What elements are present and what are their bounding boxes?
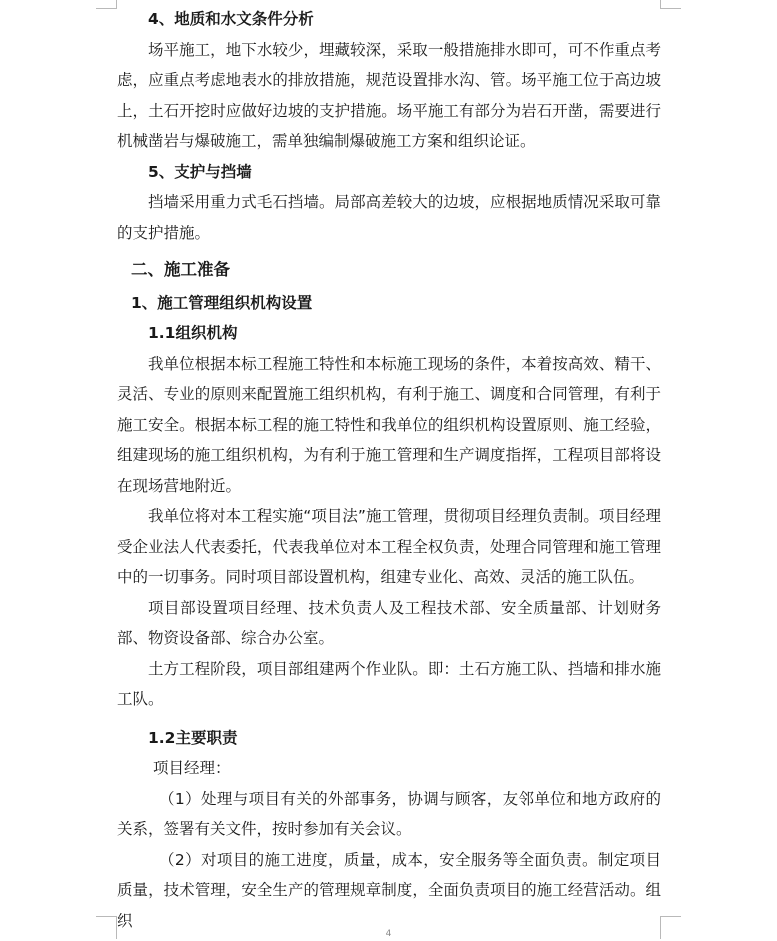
duty-item-1: （1）处理与项目有关的外部事务，协调与顾客，友邻单位和地方政府的关系，签署有关文件，按时参加有关会议。 [117, 789, 661, 838]
heading-org-structure-setup: 1、施工管理组织机构设置 [131, 293, 313, 312]
heading-org-structure: 1.1组织机构 [148, 324, 238, 342]
paragraph-org-structure-c: 项目部设置项目经理、技术负责人及工程技术部、安全质量部、计划财务部、物资设备部、综合办公室。 [117, 598, 661, 647]
paragraph-org-structure-b: 我单位将对本工程实施“项目法”施工管理，贯彻项目经理负责制。项目经理受企业法人代表委托，代表我单位对本工程全权负责，处理合同管理和施工管理中的一切事务。同时项目部设置机构，组建专业化、高效、灵活的施工队伍。 [117, 507, 661, 586]
paragraph-org-structure-d: 土方工程阶段，项目部组建两个作业队。即：土石方施工队、挡墙和排水施工队。 [117, 659, 661, 708]
heading-main-duties: 1.2主要职责 [148, 728, 238, 747]
paragraph-geology-hydrology: 场平施工，地下水较少，埋藏较深，采取一般措施排水即可，可不作重点考虑，应重点考虑地表水的排放措施，规范设置排水沟、管。场平施工位于高边坡上，土石开挖时应做好边坡的支护措施。场平施工有部分为岩石开凿，需要进行机械凿岩与爆破施工，需单独编制爆破施工方案和组织论证。 [117, 40, 661, 150]
paragraph-spacer [117, 715, 661, 723]
label-project-manager: 项目经理： [153, 759, 231, 777]
duty-item-2: （2）对项目的施工进度，质量，成本，安全服务等全面负责。制定项目质量，技术管理，安全生产的管理规章制度，全面负责项目的施工经营活动。组织 [117, 850, 661, 930]
margin-mark-top-right [660, 0, 681, 9]
page-number: 4 [385, 929, 392, 939]
margin-mark-top-left [96, 0, 117, 9]
paragraph-support-retaining: 挡墙采用重力式毛石挡墙。局部高差较大的边坡，应根据地质情况采取可靠的支护措施。 [117, 193, 661, 242]
document-body [117, 4, 661, 936]
heading-support-retaining: 5、支护与挡墙 [148, 162, 252, 181]
heading-geology-hydrology: 4、地质和水文条件分析 [148, 10, 314, 28]
paragraph-org-structure-a: 我单位根据本标工程施工特性和本标施工现场的条件，本着按高效、精干、灵活、专业的原则来配置施工组织机构，有利于施工、调度和合同管理，有利于施工安全。根据本标工程的施工特性和我单位的组织机构设置原则、施工经验，组建现场的施工组织机构，为有利于施工管理和生产调度指挥，工程项目部将设在现场营地附近。 [117, 354, 661, 495]
section-heading-construction-prep: 二、施工准备 [131, 260, 230, 279]
